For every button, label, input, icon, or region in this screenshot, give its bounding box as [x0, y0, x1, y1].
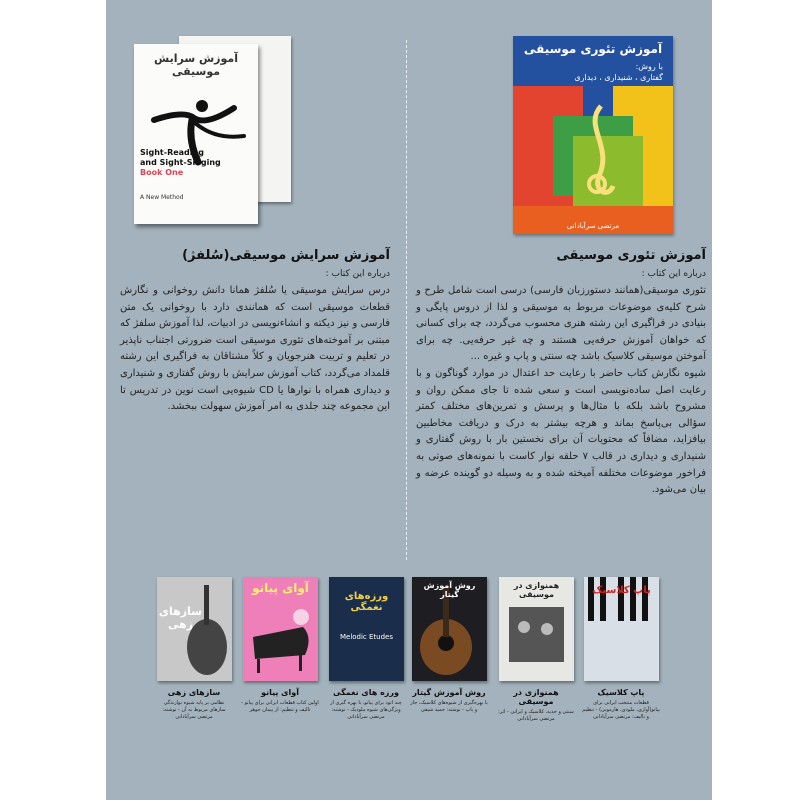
thumb-title-piano-voice: آوای پیانو	[252, 581, 309, 595]
thumb-name: آوای پیانو	[261, 688, 299, 697]
thumb-name: همنوازی در موسیقی	[513, 688, 559, 706]
theory-cover	[513, 36, 673, 234]
thumb-note: قطعات منتخب ایرانی برای پیانو(آوازی، ملودی، هارمونی) - تنظیم و تالیف: مرتضی سرآبادانی	[582, 700, 660, 720]
thumb-title-guitar: روش آموزش گیتار	[423, 581, 476, 599]
solfege-cover	[134, 44, 258, 224]
thumb-name: روش آموزش گیتار	[412, 688, 486, 697]
catalog-page	[106, 0, 712, 800]
theory-book-title: آموزش تئوری موسیقی	[556, 248, 706, 263]
thumb-note: سنتی و جدید، کلاسیک و ایرانی - اثر: مرتضی سرآبادانی	[498, 709, 574, 722]
thumb-name: ورزه های نغمگی	[333, 688, 399, 697]
solfege-book-description	[120, 248, 390, 416]
thumb-caption-guitar	[410, 688, 488, 714]
theory-cover-author: مرتضی سرآبادانی	[566, 222, 620, 230]
thumb-note: اولین کتاب قطعات ایرانی برای پیانو - تالیف و تنظیم: از پیمان جوهر	[241, 700, 319, 713]
thumb-cover-pop-classic	[584, 577, 659, 681]
thumb-cover-ensemble	[499, 577, 574, 681]
thumb-note: نظامی بر پایه شیوه نوازندگی سازهای مربوط به آن - نوشته: مرتضی سرآبادانی	[162, 700, 226, 720]
theory-cover-subtitle-2: گفتاری ، شنیداری ، دیداری	[574, 73, 663, 82]
solfege-english-title: Sight-Reading and Sight-Singing Book One	[140, 148, 221, 177]
thumb-note: با بهره‌گیری از شیوه‌های کلاسیک، جاز و پاپ - نوشته: حمید شیقی	[410, 700, 488, 713]
theory-paragraph-1: تئوری موسیقی(همانند دستورزبان فارسی) درسی است شامل طرح و شرح کلیه‌ی موضوعات مربوط به موسیقی و لذا از دروس پایگی و بنیادی در فراگیری این رشته هنری محسوب می‌گردد، چه برای کسانی که خواهان آموزش حرفه‌یی هستند و چه غیر حرفه‌یی. چه برای آموختن موسیقی کلاسیک باشد چه سنتی و پاپ و غیره ...	[416, 285, 706, 363]
thumb-caption-piano-voice	[241, 688, 319, 714]
theory-cover-subtitle-1: با روش:	[635, 62, 663, 71]
thumb-caption-pop-classic	[582, 688, 660, 721]
thumb-caption-ensemble	[497, 688, 575, 723]
thumb-caption-melodic-etudes	[327, 688, 405, 721]
solfege-about-label: درباره این کتاب :	[325, 269, 390, 279]
thumb-title-ensemble: همنوازی در موسیقی	[513, 581, 560, 599]
theory-book-description	[416, 248, 706, 499]
solfege-english-subtitle: A New Method	[140, 194, 184, 201]
solfege-cover-title: آموزش سرایش موسیقی	[154, 52, 238, 78]
thumb-name: سازهای زهی	[167, 688, 221, 697]
thumb-caption-strings	[155, 688, 233, 721]
thumb-title-strings: سازهای زهی	[158, 605, 202, 631]
thumb-english-melodic-etudes: Melodic Etudes	[339, 633, 394, 641]
thumb-name: پاپ کلاسیک	[597, 688, 645, 697]
solfege-paragraph-1: درس سرایش موسیقی یا سُلفژ همانا دانش روخوانی و نگارش قطعات موسیقی است که همانندی دارد با روخوانی یک متن فارسی و نیز دیکته و انشاءنویسی در ادبیات، لذا آموزش سلفژ که مبتنی بر آموخته‌های تئوری موسیقی است ضرورتی اجتناب ناپذیر در تعلیم و تربیت هنرجویان و کلاً مشتاقان به فراگیری این رشته قلمداد می‌گردد، کتاب آموزش سرایش با روش گفتاری و شنیداری و دیداری همراه با نوارها یا CD شیوه‌یی است نوین در تدریس تا این مجموعه چند جلدی به امر آموزش سهولت ببخشد.	[119, 285, 390, 413]
thumb-cover-melodic-etudes	[329, 577, 404, 681]
theory-paragraph-2: شیوه نگارش کتاب حاضر با رعایت حد اعتدال در موارد گوناگون و با رعایت اصل ساده‌نویسی است و سعی شده تا جای ممکن روان و مشروح باشد بلکه با مثال‌ها و پرسش و تمرین‌های مختلف کمتر سؤالی بی‌پاسخ بماند و هرچه بیشتر به درک و دریافت مخاطبین بیافزاید، مضافاً که محتویات آن برای نخستین بار با روش گفتاری و شنیداری و دیداری در قالب ۷ حلقه نوار کاست با نمونه‌های صوتی به فراخور موضوعات مختلفه آمیخته شده و به وسیله دو گوینده عرضه و بیان می‌شود.	[416, 367, 707, 496]
thumb-note: چند اتود برای پیانو، با بهره گیری از ویژگی‌های شیوه ملودیک - نوشته: مرتضی سرآبادانی	[330, 700, 402, 720]
thumb-cover-piano-voice	[243, 577, 318, 681]
solfege-book-title: آموزش سرایش موسیقی(سُلفژ)	[182, 248, 390, 263]
theory-about-label: درباره این کتاب :	[641, 269, 706, 279]
thumb-cover-guitar	[412, 577, 487, 681]
column-divider	[406, 40, 408, 560]
thumb-title-pop-classic: پاپ کلاسیک	[592, 585, 651, 596]
thumb-cover-strings	[157, 577, 232, 681]
thumb-title-melodic-etudes: ورزه‌های نغمگی	[344, 591, 389, 613]
theory-cover-title: آموزش تئوری موسیقی	[523, 42, 663, 56]
